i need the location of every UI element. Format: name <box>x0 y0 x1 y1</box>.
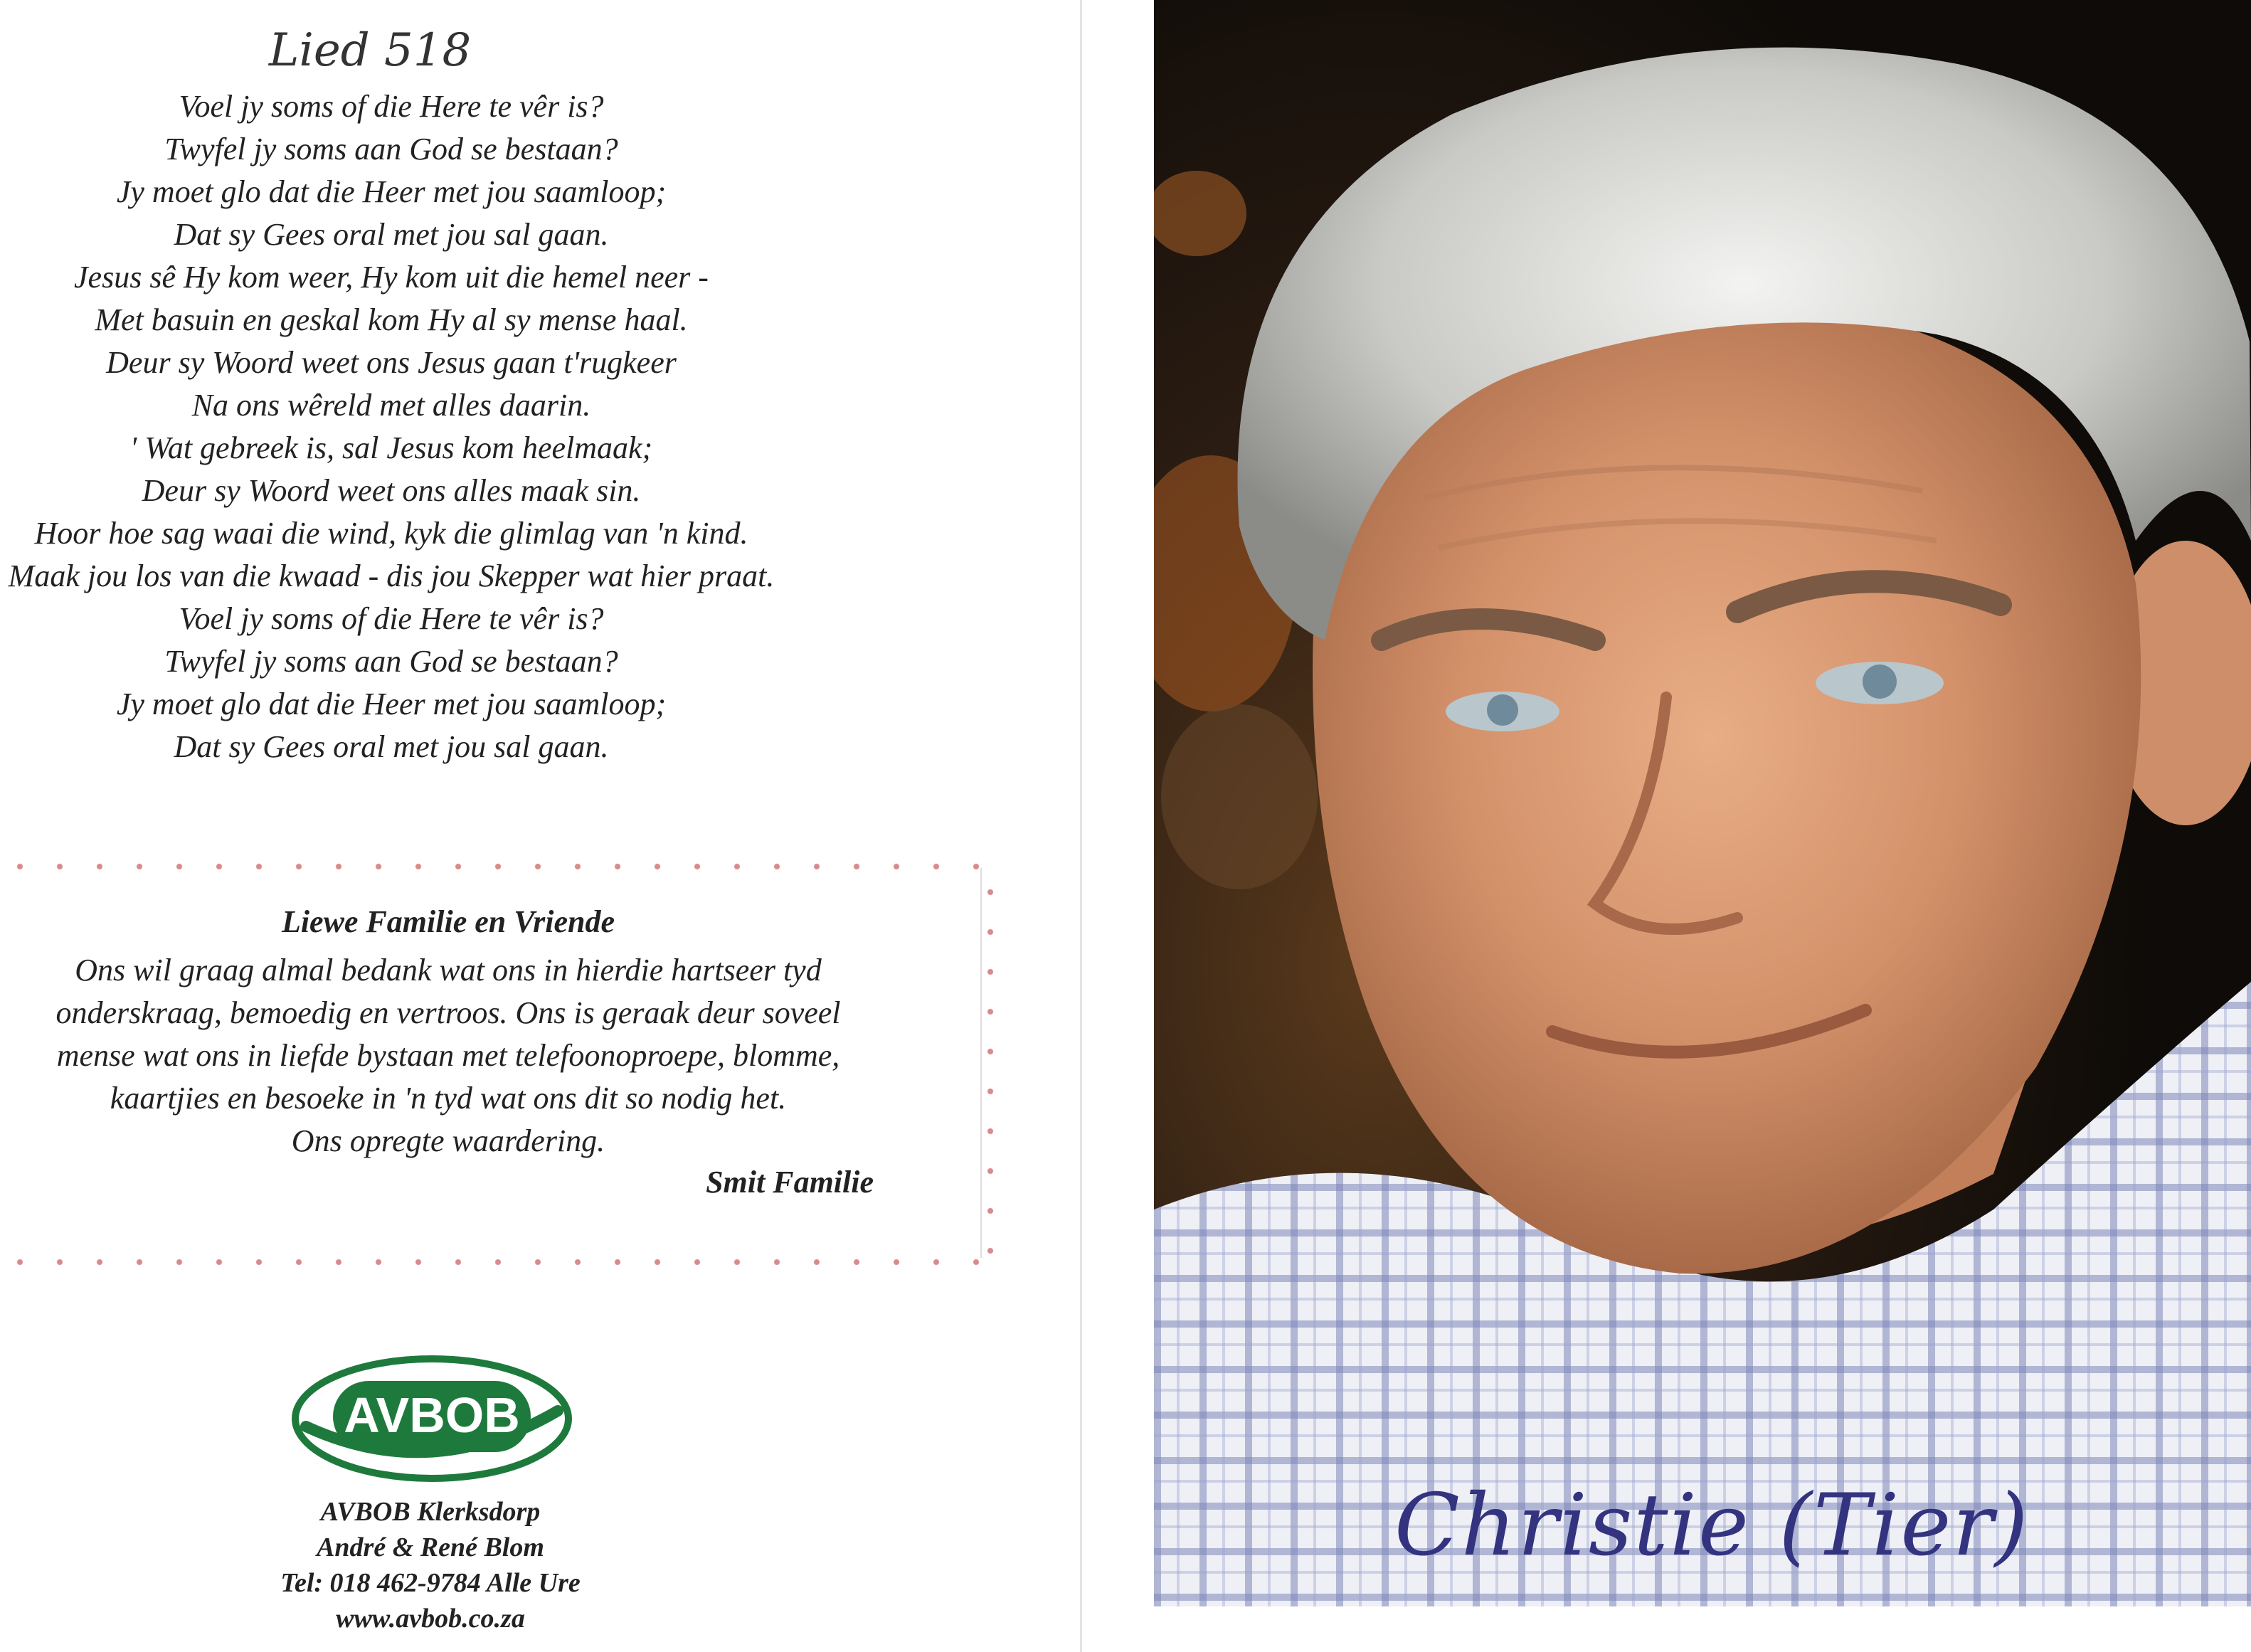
thanks-line: mense wat ons in liefde bystaan met telefoonoproepe, blomme, <box>56 1038 840 1073</box>
hymn-line: Deur sy Woord weet ons Jesus gaan t'rugkeer <box>106 345 677 380</box>
thanks-line: onderskraag, bemoedig en vertroos. Ons is geraak deur soveel <box>55 995 841 1030</box>
thanks-heading: Liewe Familie en Vriende <box>281 904 615 939</box>
hymn-line: Twyfel jy soms aan God se bestaan? <box>164 644 618 679</box>
logo-text: AVBOB <box>344 1387 520 1443</box>
contact-website: www.avbob.co.za <box>336 1604 525 1634</box>
portrait-photo <box>1154 0 2251 1606</box>
avbob-logo-icon <box>292 1355 572 1482</box>
hymn-line: Dat sy Gees oral met jou sal gaan. <box>174 729 609 764</box>
portrait-name: Christie (Tier) <box>1394 1476 2030 1575</box>
thanks-line: kaartjies en besoeke in 'n tyd wat ons dit so nodig het. <box>110 1081 787 1116</box>
hymn-line: Maak jou los van die kwaad - dis jou Skepper wat hier praat. <box>8 558 775 593</box>
hymn-line: Twyfel jy soms aan God se bestaan? <box>164 132 618 166</box>
portrait-image <box>1154 0 2251 1606</box>
hymn-line: Jy moet glo dat die Heer met jou saamloop; <box>116 687 667 721</box>
avbob-logo <box>292 1355 572 1482</box>
dotted-border-bottom <box>0 1256 1002 1268</box>
hymn-line: Hoor hoe sag waai die wind, kyk die glimlag van 'n kind. <box>34 516 748 551</box>
contact-phone: Tel: 018 462-9784 Alle Ure <box>280 1568 581 1598</box>
hymn-text <box>0 85 783 768</box>
hymn-line: Na ons wêreld met alles daarin. <box>191 388 591 423</box>
contact-office: AVBOB Klerksdorp <box>320 1497 541 1527</box>
left-page <box>0 0 1081 1652</box>
hymn-line: Dat sy Gees oral met jou sal gaan. <box>174 217 609 252</box>
thanks-signature: Smit Familie <box>706 1165 874 1200</box>
thanks-body <box>0 949 896 1163</box>
hymn-line: Voel jy soms of die Here te vêr is? <box>179 89 604 124</box>
hymn-line: Jy moet glo dat die Heer met jou saamloop; <box>116 174 667 209</box>
hymn-line: Met basuin en geskal kom Hy al sy mense haal. <box>95 302 688 337</box>
card-fold <box>1080 0 1082 1652</box>
contact-block <box>0 1494 861 1636</box>
hymn-line: ' Wat gebreek is, sal Jesus kom heelmaak; <box>129 430 653 465</box>
hymn-title: Lied 518 <box>268 24 472 77</box>
contact-names: André & René Blom <box>317 1532 544 1562</box>
hymn-line: Deur sy Woord weet ons alles maak sin. <box>142 473 641 508</box>
thanks-box <box>0 861 1002 1268</box>
thanks-line: Ons wil graag almal bedank wat ons in hierdie hartseer tyd <box>75 953 822 988</box>
dotted-border-right <box>985 872 996 1256</box>
thanks-line: Ons opregte waardering. <box>291 1123 605 1158</box>
hymn-line: Voel jy soms of die Here te vêr is? <box>179 601 604 636</box>
hymn-line: Jesus sê Hy kom weer, Hy kom uit die hemel neer - <box>74 260 709 295</box>
